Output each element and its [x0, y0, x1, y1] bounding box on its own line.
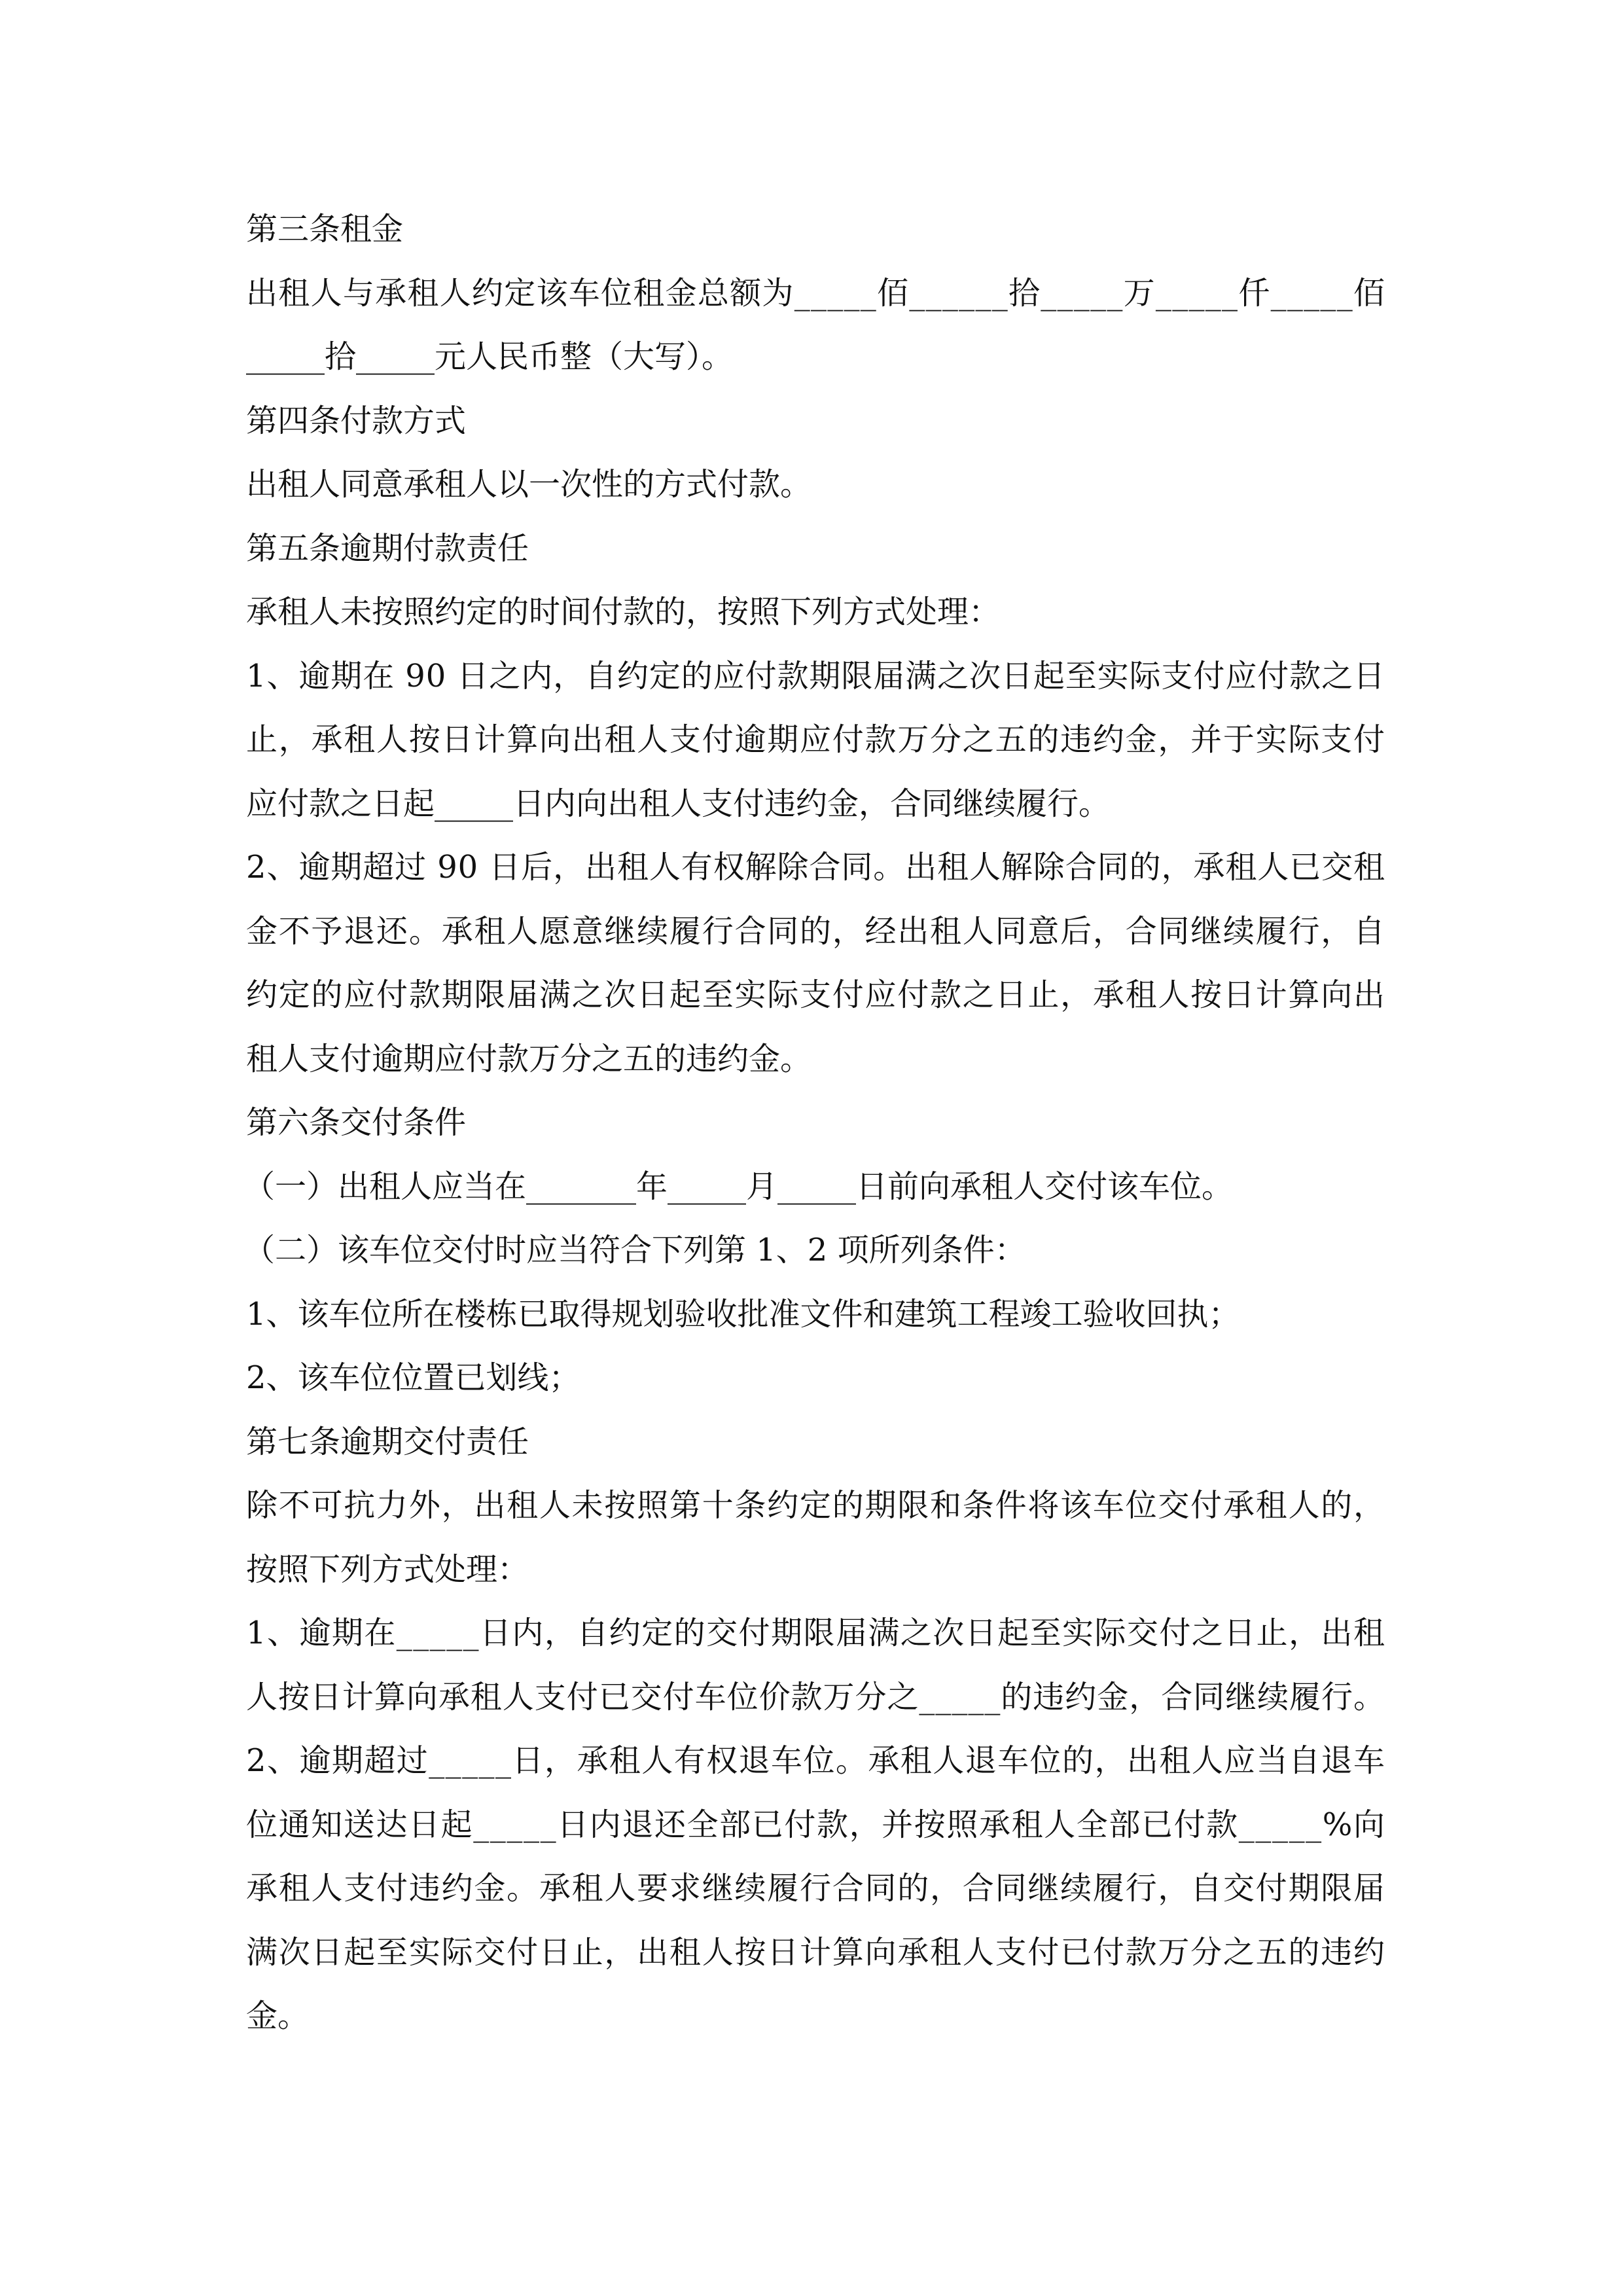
line-6-text: 第五条逾期付款责任: [246, 529, 529, 567]
line-11: [246, 836, 1385, 900]
line-2: [246, 262, 1385, 326]
line-20: [246, 1410, 1385, 1475]
line-18-text: 1、该车位所在楼栋已取得规划验收批准文件和建筑工程竣工验收回执；: [246, 1295, 1240, 1333]
line-6: [246, 517, 1385, 581]
line-20-text: 第七条逾期交付责任: [246, 1423, 529, 1460]
line-28-text: 满次日起至实际交付日止，出租人按日计算向承租人支付已付款万分之五的违约: [246, 1933, 1386, 1971]
line-27: [246, 1857, 1385, 1921]
line-5: [246, 453, 1385, 517]
line-26-text: 位通知送达日起_____日内退还全部已付款，并按照承租人全部已付款_____%向: [246, 1806, 1386, 1843]
line-29: [246, 1984, 1385, 2049]
line-5-text: 出租人同意承租人以一次性的方式付款。: [246, 466, 812, 503]
line-14-text: 租人支付逾期应付款万分之五的违约金。: [246, 1040, 812, 1077]
line-7-text: 承租人未按照约定的时间付款的，按照下列方式处理：: [246, 594, 1001, 630]
line-27-text: 承租人支付违约金。承租人要求继续履行合同的，合同继续履行，自交付期限届: [246, 1870, 1386, 1907]
line-26: [246, 1793, 1385, 1857]
line-4-text: 第四条付款方式: [246, 402, 467, 439]
document-body: [243, 198, 1386, 2049]
line-23-text: 1、逾期在_____日内，自约定的交付期限届满之次日起至实际交付之日止，出租: [246, 1615, 1386, 1651]
line-13: [246, 963, 1385, 1028]
line-15: [246, 1091, 1385, 1155]
line-22-text: 按照下列方式处理：: [246, 1551, 529, 1588]
line-8-text: 1、逾期在 90 日之内，自约定的应付款期限届满之次日起至实际支付应付款之日: [246, 657, 1385, 694]
line-17: [243, 1219, 1385, 1283]
line-22: [246, 1538, 1385, 1602]
line-3-text: _____拾_____元人民币整（大写）。: [246, 338, 734, 375]
line-14: [246, 1028, 1385, 1092]
line-16: [243, 1155, 1385, 1219]
line-25: [246, 1729, 1385, 1793]
line-17-text: （二）该车位交付时应当符合下列第 1、2 项所列条件：: [243, 1232, 1026, 1268]
line-4: [246, 389, 1385, 454]
line-15-text: 第六条交付条件: [246, 1104, 467, 1141]
line-24-text: 人按日计算向承租人支付已交付车位价款万分之_____的违约金，合同继续履行。: [246, 1678, 1385, 1715]
line-8: [246, 645, 1385, 709]
line-3: [246, 325, 1385, 389]
line-28: [246, 1921, 1385, 1985]
line-10-text: 应付款之日起_____日内向出租人支付违约金，合同继续履行。: [246, 785, 1111, 822]
line-1: [246, 198, 1385, 262]
line-2-text: 出租人与承租人约定该车位租金总额为_____佰______拾_____万_____仟_____佰: [246, 274, 1386, 312]
line-24: [246, 1666, 1385, 1730]
line-18: [246, 1283, 1385, 1347]
line-19-text: 2、该车位位置已划线；: [246, 1359, 580, 1396]
line-9-text: 止，承租人按日计算向出租人支付逾期应付款万分之五的违约金，并于实际支付: [246, 721, 1386, 758]
line-13-text: 约定的应付款期限届满之次日起至实际支付应付款之日止，承租人按日计算向出: [246, 977, 1386, 1013]
line-7: [246, 581, 1385, 645]
line-19: [246, 1346, 1385, 1410]
line-21: [246, 1474, 1385, 1538]
line-1-text: 第三条租金: [246, 211, 404, 247]
line-10: [246, 772, 1385, 836]
line-21-text: 除不可抗力外，出租人未按照第十条约定的期限和条件将该车位交付承租人的，: [246, 1487, 1386, 1524]
line-29-text: 金。: [246, 1998, 310, 2034]
line-23: [246, 1602, 1385, 1666]
line-12-text: 金不予退还。承租人愿意继续履行合同的，经出租人同意后，合同继续履行，自: [246, 912, 1386, 950]
line-11-text: 2、逾期超过 90 日后，出租人有权解除合同。出租人解除合同的，承租人已交租: [246, 849, 1385, 886]
line-9: [246, 708, 1385, 772]
line-25-text: 2、逾期超过_____日，承租人有权退车位。承租人退车位的，出租人应当自退车: [246, 1742, 1386, 1779]
line-12: [246, 900, 1385, 964]
line-16-text: （一）出租人应当在_______年_____月_____日前向承租人交付该车位。: [243, 1168, 1234, 1205]
